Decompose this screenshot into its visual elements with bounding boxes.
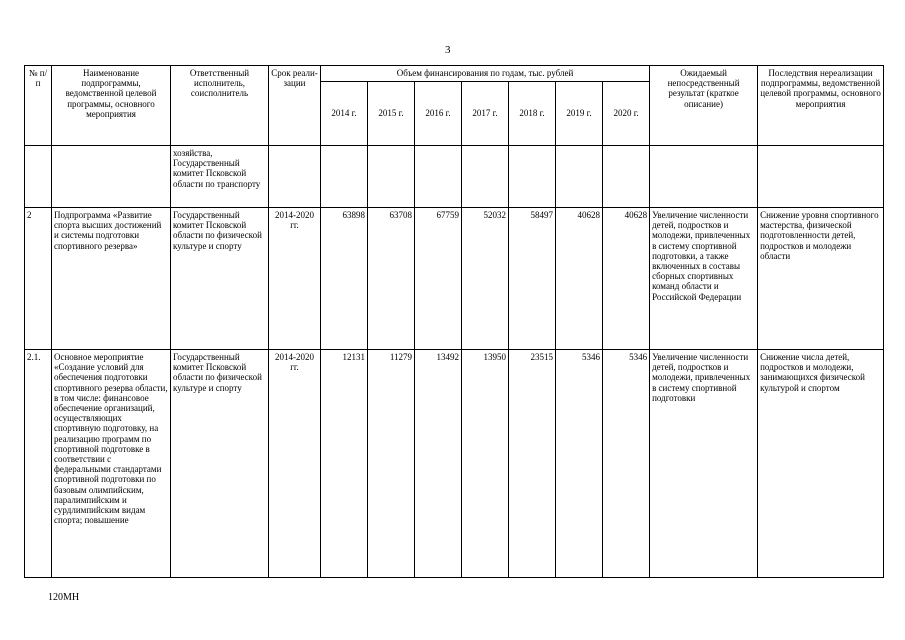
cell-responsible: Государственный комитет Псковской области по физической культуре и спорту: [171, 350, 269, 578]
cell-term: 2014-2020 гг.: [269, 208, 321, 350]
cell-result: [650, 146, 758, 208]
cell-name: Основное мероприятие «Создание условий для обеспечения подготовки спортивного резерва области, в том числе: финансовое обеспечение организаций, осуществляющих спортивную подготовку, на реализацию программ по спортивной подготовке в соответствии с федеральными стандартами спортивной подготовки по базовым олимпийским, паралимпийским и сурдлимпийским видам спорта; повышение: [52, 350, 171, 578]
header-responsible: Ответственный исполнитель, соисполнитель: [171, 66, 269, 146]
cell-consequences: Снижение уровня спортивного мастерства, физической подготовленности детей, подростков и молодежи области: [758, 208, 884, 350]
header-year: 2020 г.: [603, 82, 650, 146]
header-year: 2018 г.: [509, 82, 556, 146]
cell-value: [509, 146, 556, 208]
header-term: Срок реали-зации: [269, 66, 321, 146]
cell-value: [321, 146, 368, 208]
cell-value: 12131: [321, 350, 368, 578]
cell-consequences: [758, 146, 884, 208]
header-year: 2017 г.: [462, 82, 509, 146]
cell-value: 5346: [556, 350, 603, 578]
cell-no: 2: [25, 208, 52, 350]
header-no: № п/п: [25, 66, 52, 146]
cell-value: 40628: [603, 208, 650, 350]
cell-value: 52032: [462, 208, 509, 350]
header-funding: Объем финансирования по годам, тыс. рублей: [321, 66, 650, 82]
table-row: [25, 146, 884, 208]
header-year: 2014 г.: [321, 82, 368, 146]
cell-result: Увеличение численности детей, подростков и молодежи, привлеченных в систему спортивной подготовки, а также включенных в составы сборных спортивных команд области и Российской Федерации: [650, 208, 758, 350]
header-consequences: Последствия нереализации подпрограммы, ведомственной целевой программы, основного мероприятия: [758, 66, 884, 146]
header-year: 2019 г.: [556, 82, 603, 146]
table-row: [25, 350, 884, 578]
cell-name: Подпрограмма «Развитие спорта высших достижений и системы подготовки спортивного резерва»: [52, 208, 171, 350]
cell-value: 5346: [603, 350, 650, 578]
cell-term: [269, 146, 321, 208]
page-number: 3: [445, 44, 451, 56]
cell-responsible: хозяйства, Государственный комитет Псковской области по транспорту: [171, 146, 269, 208]
cell-value: 23515: [509, 350, 556, 578]
cell-no: [25, 146, 52, 208]
cell-value: [415, 146, 462, 208]
cell-value: 63898: [321, 208, 368, 350]
header-row-top: [25, 66, 884, 82]
cell-name: [52, 146, 171, 208]
cell-consequences: Снижение числа детей, подростков и молодежи, занимающихся физической культурой и спортом: [758, 350, 884, 578]
cell-value: [556, 146, 603, 208]
cell-value: 13492: [415, 350, 462, 578]
table-row: [25, 208, 884, 350]
header-name: Наименование подпрограммы, ведомственной целевой программы, основного мероприятия: [52, 66, 171, 146]
header-year: 2015 г.: [368, 82, 415, 146]
funding-table: [24, 65, 884, 578]
header-result: Ожидаемый непосредственный результат (краткое описание): [650, 66, 758, 146]
cell-value: 11279: [368, 350, 415, 578]
cell-value: [603, 146, 650, 208]
cell-no: 2.1.: [25, 350, 52, 578]
header-year: 2016 г.: [415, 82, 462, 146]
cell-value: 58497: [509, 208, 556, 350]
cell-responsible: Государственный комитет Псковской области по физической культуре и спорту: [171, 208, 269, 350]
cell-value: 63708: [368, 208, 415, 350]
cell-result: Увеличение численности детей, подростков и молодежи, привлеченных в систему спортивной подготовки: [650, 350, 758, 578]
footer-code: 120МН: [48, 592, 80, 603]
cell-value: [462, 146, 509, 208]
cell-value: 40628: [556, 208, 603, 350]
cell-value: 13950: [462, 350, 509, 578]
cell-value: 67759: [415, 208, 462, 350]
cell-value: [368, 146, 415, 208]
cell-term: 2014-2020 гг.: [269, 350, 321, 578]
